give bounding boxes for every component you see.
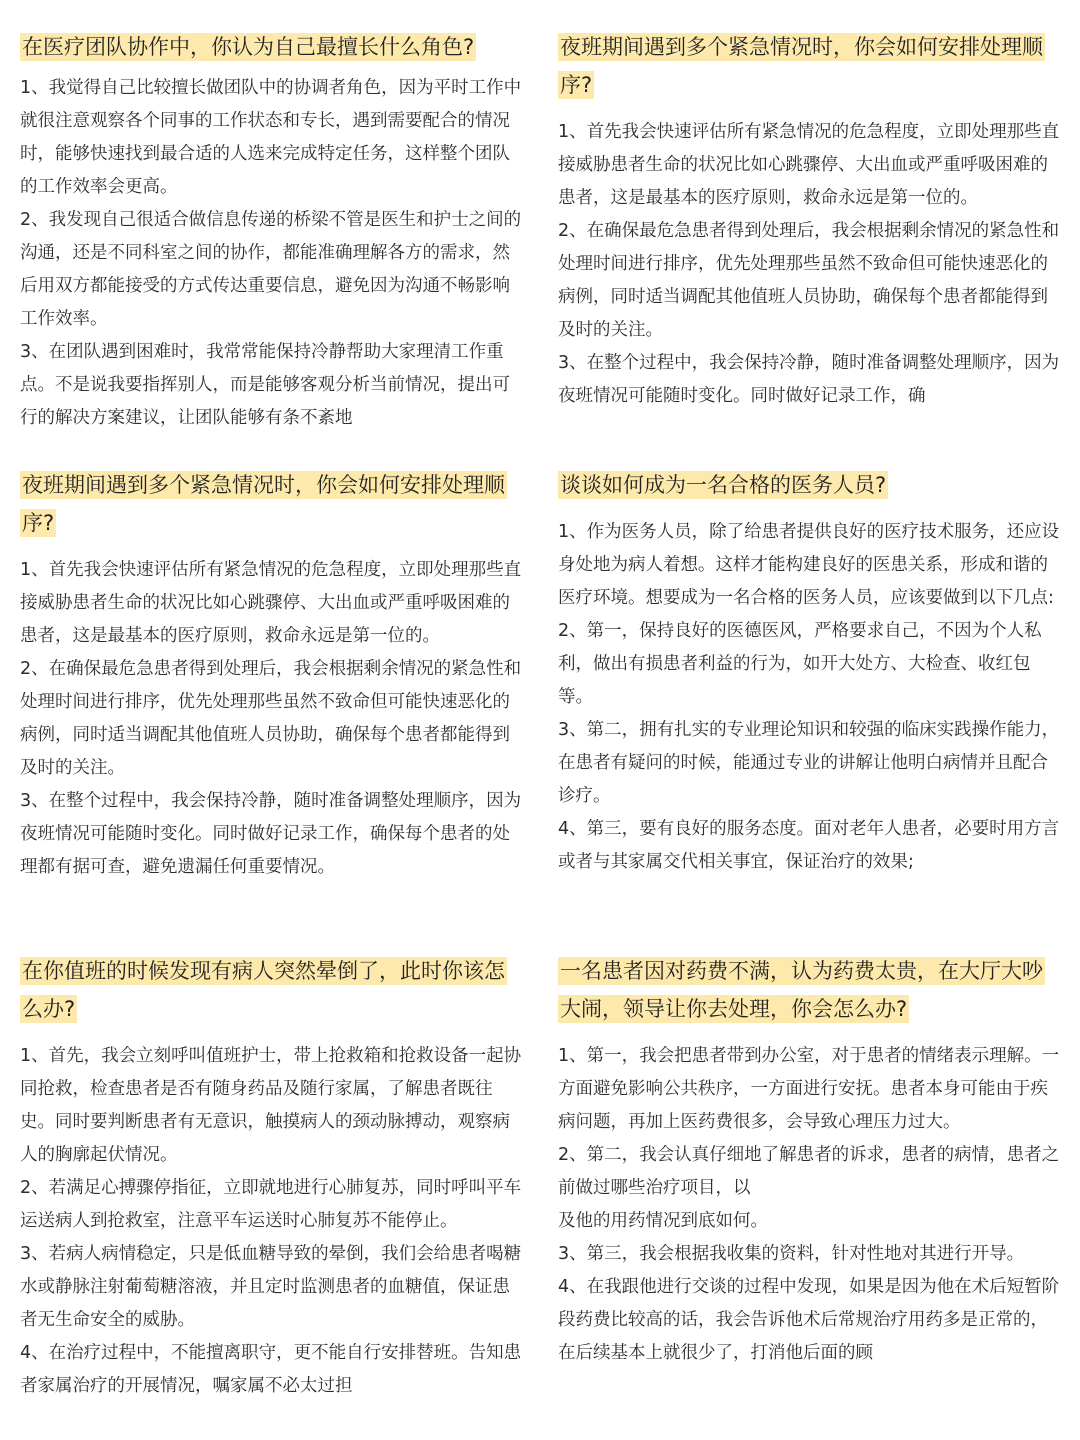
qa-card-qualified-staff — [558, 466, 1063, 926]
answer-paragraph: 2、第一，保持良好的医德医风，严格要求自己，不因为个人私利，做出有损患者利益的行为，如开大处方、大检查、收红包等。 — [558, 621, 1042, 707]
question-title: 夜班期间遇到多个紧急情况时，你会如何安排处理顺序? — [560, 35, 1043, 97]
answer-paragraph: 3、在整个过程中，我会保持冷静，随时准备调整处理顺序，因为夜班情况可能随时变化。同时做好记录工作，确保每个患者的处理都有据可查，避免遗漏任何重要情况。 — [20, 791, 522, 877]
answer-paragraph: 1、首先，我会立刻呼叫值班护士，带上抢救箱和抢救设备一起协同抢救，检查患者是否有随身药品及随行家属，了解患者既往史。同时要判断患者有无意识，触摸病人的颈动脉搏动，观察病人的胸廓起伏情况。 — [20, 1046, 522, 1165]
answer-paragraph: 1、首先我会快速评估所有紧急情况的危急程度，立即处理那些直接威胁患者生命的状况比如心跳骤停、大出血或严重呼吸困难的患者，这是最基本的医疗原则，救命永远是第一位的。 — [20, 560, 522, 646]
answer-paragraph: 2、我发现自己很适合做信息传递的桥梁不管是医生和护士之间的沟通，还是不同科室之间的协作，都能准确理解各方的需求，然后用双方都能接受的方式传达重要信息，避免因为沟通不畅影响工作效率。 — [20, 210, 522, 329]
answer-paragraph: 1、首先我会快速评估所有紧急情况的危急程度，立即处理那些直接威胁患者生命的状况比如心跳骤停、大出血或严重呼吸困难的患者，这是最基本的医疗原则，救命永远是第一位的。 — [558, 122, 1060, 208]
answer-paragraph: 2、若满足心搏骤停指征，立即就地进行心肺复苏，同时呼叫平车运送病人到抢救室，注意平车运送时心肺复苏不能停止。 — [20, 1178, 522, 1231]
qa-card-team-role — [20, 28, 525, 438]
answer-paragraph: 1、第一，我会把患者带到办公室，对于患者的情绪表示理解。一方面避免影响公共秩序，一方面进行安抚。患者本身可能由于疾病问题，再加上医药费很多，会导致心理压力过大。 — [558, 1046, 1060, 1132]
answer-paragraph: 2、在确保最危急患者得到处理后，我会根据剩余情况的紧急性和处理时间进行排序，优先处理那些虽然不致命但可能快速恶化的病例，同时适当调配其他值班人员协助，确保每个患者都能得到及时的关注。 — [20, 659, 522, 778]
qa-card-fee-complaint — [558, 952, 1063, 1440]
answer-paragraph: 2、第二，我会认真仔细地了解患者的诉求，患者的病情，患者之前做过哪些治疗项目，以 — [558, 1145, 1060, 1198]
answer-paragraph: 1、我觉得自己比较擅长做团队中的协调者角色，因为平时工作中就很注意观察各个同事的工作状态和专长，遇到需要配合的情况时，能够快速找到最合适的人选来完成特定任务，这样整个团队的工作效率会更高。 — [20, 78, 522, 197]
qa-card-night-shift — [20, 466, 525, 926]
answer-paragraph: 3、第三，我会根据我收集的资料，针对性地对其进行开导。 — [558, 1244, 1025, 1264]
answer-paragraph: 4、第三，要有良好的服务态度。面对老年人患者，必要时用方言或者与其家属交代相关事宜，保证治疗的效果; — [558, 819, 1060, 872]
question-title: 谈谈如何成为一名合格的医务人员? — [560, 473, 887, 497]
question-title: 一名患者因对药费不满，认为药费太贵，在大厅大吵大闹，领导让你去处理，你会怎么办? — [560, 959, 1043, 1021]
answer-paragraph: 3、在整个过程中，我会保持冷静，随时准备调整处理顺序，因为夜班情况可能随时变化。同时做好记录工作，确 — [558, 353, 1060, 406]
answer-paragraph: 4、在我跟他进行交谈的过程中发现，如果是因为他在术后短暂阶段药费比较高的话，我会告诉他术后常规治疗用药多是正常的，在后续基本上就很少了，打消他后面的顾 — [558, 1277, 1060, 1363]
qa-card-patient-faint — [20, 952, 525, 1440]
question-title: 在医疗团队协作中，你认为自己最擅长什么角色? — [22, 35, 475, 59]
answer-paragraph: 3、第二，拥有扎实的专业理论知识和较强的临床实践操作能力，在患者有疑问的时候，能通过专业的讲解让他明白病情并且配合诊疗。 — [558, 720, 1060, 806]
answer-paragraph: 1、作为医务人员，除了给患者提供良好的医疗技术服务，还应设身处地为病人着想。这样才能构建良好的医患关系，形成和谐的医疗环境。想要成为一名合格的医务人员，应该要做到以下几点: — [558, 522, 1060, 608]
answer-paragraph: 4、在治疗过程中，不能擅离职守，更不能自行安排替班。告知患者家属治疗的开展情况，嘱家属不必太过担 — [20, 1343, 522, 1396]
answer-paragraph: 3、在团队遇到困难时，我常常能保持冷静帮助大家理清工作重点。不是说我要指挥别人，而是能够客观分析当前情况，提出可行的解决方案建议，让团队能够有条不紊地 — [20, 342, 510, 428]
qa-card-night-shift-top — [558, 28, 1063, 438]
answer-paragraph: 2、在确保最危急患者得到处理后，我会根据剩余情况的紧急性和处理时间进行排序，优先处理那些虽然不致命但可能快速恶化的病例，同时适当调配其他值班人员协助，确保每个患者都能得到及时的关注。 — [558, 221, 1060, 340]
answer-paragraph: 及他的用药情况到底如何。 — [558, 1211, 768, 1231]
question-title: 在你值班的时候发现有病人突然晕倒了，此时你该怎么办? — [22, 959, 505, 1021]
answer-paragraph: 3、若病人病情稳定，只是低血糖导致的晕倒，我们会给患者喝糖水或静脉注射葡萄糖溶液，并且定时监测患者的血糖值，保证患者无生命安全的威胁。 — [20, 1244, 522, 1330]
question-title: 夜班期间遇到多个紧急情况时，你会如何安排处理顺序? — [22, 473, 505, 535]
